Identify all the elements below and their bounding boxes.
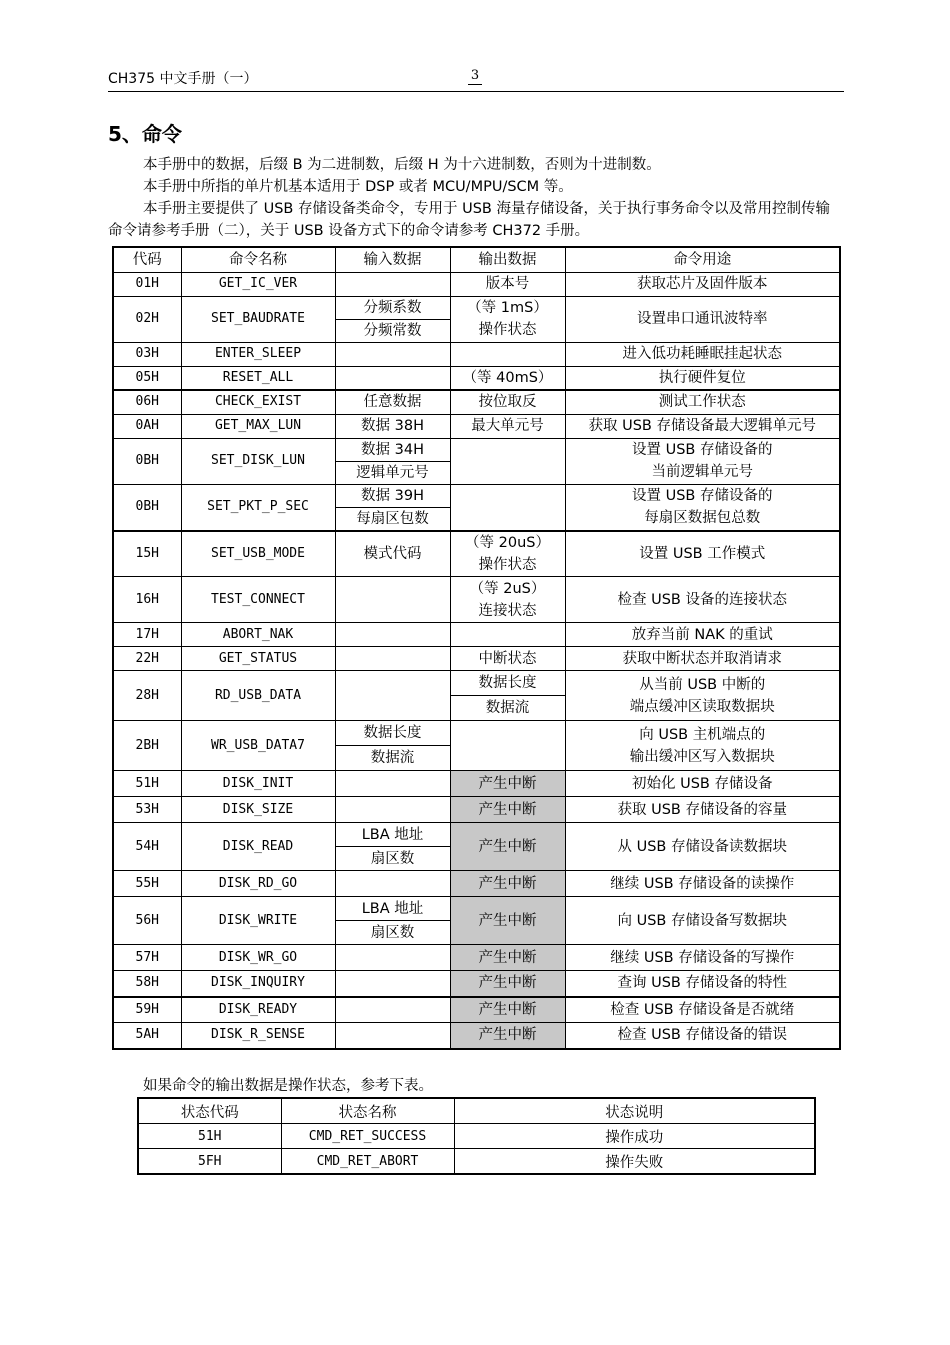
input-data bbox=[335, 997, 450, 1023]
input-data bbox=[335, 414, 450, 438]
command-code: 53H bbox=[113, 797, 181, 823]
command-name: ABORT_NAK bbox=[181, 623, 335, 647]
command-name: WR_USB_DATA7 bbox=[181, 721, 335, 771]
status-row bbox=[138, 1124, 815, 1149]
command-purpose bbox=[565, 414, 840, 438]
command-purpose-line: 当前逻辑单元号 bbox=[651, 464, 753, 480]
command-row bbox=[113, 823, 840, 871]
output-data-line: 产生中断 bbox=[478, 1027, 537, 1044]
command-row bbox=[113, 438, 840, 484]
command-purpose-line: 继续 USB 存储设备的读操作 bbox=[610, 875, 795, 892]
command-code: 54H bbox=[113, 823, 181, 871]
input-data bbox=[335, 771, 450, 797]
col-header-code: 代码 bbox=[113, 247, 181, 272]
command-code: 0AH bbox=[113, 414, 181, 438]
input-data bbox=[335, 823, 450, 871]
paragraph-mcu-note: 本手册中所指的单片机基本适用于 DSP 或者 MCU/MPU/SCM 等。 bbox=[143, 179, 573, 195]
command-code: 57H bbox=[113, 945, 181, 971]
command-name: DISK_SIZE bbox=[181, 797, 335, 823]
input-data bbox=[335, 296, 450, 342]
command-name: DISK_INQUIRY bbox=[181, 971, 335, 997]
output-data-line: 产生中断 bbox=[478, 975, 537, 992]
command-name: GET_IC_VER bbox=[181, 272, 335, 296]
command-purpose bbox=[565, 1023, 840, 1049]
output-data-line: 版本号 bbox=[485, 276, 530, 292]
command-purpose bbox=[565, 272, 840, 296]
command-row bbox=[113, 647, 840, 671]
command-purpose bbox=[565, 366, 840, 390]
command-row bbox=[113, 771, 840, 797]
command-code: 59H bbox=[113, 997, 181, 1023]
input-data bbox=[335, 647, 450, 671]
input-data bbox=[335, 721, 450, 771]
output-data-line: （等 2uS） bbox=[469, 580, 546, 597]
input-data-line: 逻辑单元号 bbox=[356, 464, 429, 481]
command-code: 0BH bbox=[113, 438, 181, 484]
output-data-line: 产生中断 bbox=[478, 875, 537, 892]
output-data bbox=[450, 623, 565, 647]
command-purpose-line: 获取芯片及固件版本 bbox=[637, 276, 768, 292]
command-purpose-line: 检查 USB 存储设备是否就绪 bbox=[610, 1001, 795, 1018]
output-data bbox=[450, 897, 565, 945]
command-name: DISK_READ bbox=[181, 823, 335, 871]
input-data bbox=[335, 945, 450, 971]
command-purpose-line: 输出缓冲区写入数据块 bbox=[629, 748, 775, 765]
output-data-line: 产生中断 bbox=[478, 775, 537, 792]
command-purpose-line: 初始化 USB 存储设备 bbox=[632, 775, 773, 792]
input-data bbox=[335, 897, 450, 945]
command-purpose bbox=[565, 997, 840, 1023]
input-data bbox=[335, 871, 450, 897]
input-data bbox=[335, 971, 450, 997]
output-data-line: （等 40mS） bbox=[462, 369, 553, 386]
command-purpose-line: 进入低功耗睡眠挂起状态 bbox=[622, 346, 782, 362]
command-row bbox=[113, 797, 840, 823]
command-code: 22H bbox=[113, 647, 181, 671]
output-data bbox=[450, 272, 565, 296]
command-row bbox=[113, 997, 840, 1023]
command-row bbox=[113, 945, 840, 971]
command-purpose-line: 检查 USB 设备的连接状态 bbox=[617, 591, 787, 608]
command-purpose bbox=[565, 823, 840, 871]
command-code: 02H bbox=[113, 296, 181, 342]
command-code: 58H bbox=[113, 971, 181, 997]
command-code: 01H bbox=[113, 272, 181, 296]
command-code: 2BH bbox=[113, 721, 181, 771]
command-purpose bbox=[565, 623, 840, 647]
output-data bbox=[450, 971, 565, 997]
command-purpose-line: 获取 USB 存储设备最大逻辑单元号 bbox=[588, 418, 816, 434]
command-row bbox=[113, 531, 840, 577]
command-purpose-line: 测试工作状态 bbox=[658, 394, 746, 411]
header-title: CH375 中文手册（一） bbox=[108, 71, 258, 87]
status-table-header bbox=[138, 1098, 815, 1124]
input-data bbox=[335, 390, 450, 414]
command-code: 0BH bbox=[113, 484, 181, 531]
output-data-line: 操作状态 bbox=[478, 556, 537, 573]
output-data-line: 产生中断 bbox=[478, 1001, 537, 1018]
command-purpose bbox=[565, 871, 840, 897]
status-col-desc: 状态说明 bbox=[454, 1098, 815, 1124]
command-name: DISK_RD_GO bbox=[181, 871, 335, 897]
output-data-line: 产生中断 bbox=[478, 801, 537, 818]
command-name: GET_STATUS bbox=[181, 647, 335, 671]
status-table bbox=[137, 1097, 816, 1175]
output-data-line: （等 1mS） bbox=[467, 300, 548, 316]
command-purpose bbox=[565, 721, 840, 771]
command-name: SET_PKT_P_SEC bbox=[181, 484, 335, 531]
input-data-line: 模式代码 bbox=[363, 545, 422, 562]
command-purpose bbox=[565, 296, 840, 342]
command-purpose bbox=[565, 971, 840, 997]
input-data-line: 扇区数 bbox=[370, 850, 415, 867]
command-purpose bbox=[565, 671, 840, 721]
input-data-line: 数据 38H bbox=[361, 418, 424, 434]
input-data-line: 任意数据 bbox=[363, 394, 422, 411]
status-row bbox=[138, 1149, 815, 1175]
command-purpose-line: 查询 USB 存储设备的特性 bbox=[617, 975, 787, 992]
output-data bbox=[450, 945, 565, 971]
command-purpose bbox=[565, 484, 840, 531]
command-purpose-line: 向 USB 主机端点的 bbox=[639, 726, 766, 743]
input-data-line: 数据 34H bbox=[336, 439, 450, 462]
input-data bbox=[335, 623, 450, 647]
command-row bbox=[113, 897, 840, 945]
status-note: 如果命令的输出数据是操作状态，参考下表。 bbox=[143, 1078, 433, 1094]
output-data-line: 产生中断 bbox=[478, 838, 537, 855]
output-data-line: 按位取反 bbox=[478, 394, 537, 411]
input-data bbox=[335, 438, 450, 484]
command-table-header bbox=[113, 247, 840, 272]
command-code: 28H bbox=[113, 671, 181, 721]
command-purpose bbox=[565, 797, 840, 823]
command-row bbox=[113, 871, 840, 897]
output-data-line: 产生中断 bbox=[478, 949, 537, 966]
command-row bbox=[113, 342, 840, 366]
output-data bbox=[450, 484, 565, 531]
output-data-line: 连接状态 bbox=[478, 602, 537, 619]
input-data-line: 分频常数 bbox=[363, 322, 422, 339]
command-name: SET_DISK_LUN bbox=[181, 438, 335, 484]
command-name: DISK_R_SENSE bbox=[181, 1023, 335, 1049]
command-purpose-line: 向 USB 存储设备写数据块 bbox=[617, 912, 787, 929]
status-desc: 操作失败 bbox=[454, 1149, 815, 1175]
input-data bbox=[335, 366, 450, 390]
command-name: CHECK_EXIST bbox=[181, 390, 335, 414]
command-purpose bbox=[565, 390, 840, 414]
input-data-line: 分频系数 bbox=[336, 297, 450, 320]
command-row bbox=[113, 366, 840, 390]
output-data bbox=[450, 342, 565, 366]
command-purpose-line: 每扇区数据包总数 bbox=[644, 510, 761, 526]
command-purpose-line: 从 USB 存储设备读数据块 bbox=[617, 838, 787, 855]
command-code: 16H bbox=[113, 577, 181, 623]
command-name: SET_USB_MODE bbox=[181, 531, 335, 577]
command-purpose-line: 设置 USB 存储设备的 bbox=[632, 442, 773, 458]
command-row bbox=[113, 272, 840, 296]
input-data-line: LBA 地址 bbox=[336, 823, 450, 847]
command-row bbox=[113, 577, 840, 623]
input-data-line: 扇区数 bbox=[370, 924, 415, 941]
command-row bbox=[113, 390, 840, 414]
input-data bbox=[335, 1023, 450, 1049]
command-purpose-line: 执行硬件复位 bbox=[658, 369, 746, 386]
output-data bbox=[450, 390, 565, 414]
output-data bbox=[450, 771, 565, 797]
command-purpose bbox=[565, 945, 840, 971]
command-purpose-line: 检查 USB 存储设备的错误 bbox=[617, 1027, 787, 1044]
output-data-line: （等 20uS） bbox=[465, 534, 550, 551]
command-row bbox=[113, 414, 840, 438]
command-row bbox=[113, 623, 840, 647]
output-data-line: 最大单元号 bbox=[471, 418, 544, 434]
output-data bbox=[450, 871, 565, 897]
output-data bbox=[450, 823, 565, 871]
command-name: DISK_READY bbox=[181, 997, 335, 1023]
output-data-line: 数据长度 bbox=[451, 671, 565, 696]
status-name: CMD_RET_ABORT bbox=[281, 1149, 454, 1175]
output-data bbox=[450, 671, 565, 721]
command-table bbox=[112, 246, 841, 1050]
command-code: 03H bbox=[113, 342, 181, 366]
command-purpose-line: 设置 USB 工作模式 bbox=[639, 545, 766, 562]
command-code: 05H bbox=[113, 366, 181, 390]
command-name: DISK_WR_GO bbox=[181, 945, 335, 971]
command-purpose bbox=[565, 577, 840, 623]
command-purpose bbox=[565, 897, 840, 945]
command-purpose bbox=[565, 438, 840, 484]
command-code: 5AH bbox=[113, 1023, 181, 1049]
page-number: 3 bbox=[468, 68, 482, 85]
command-row bbox=[113, 721, 840, 771]
output-data bbox=[450, 438, 565, 484]
input-data bbox=[335, 797, 450, 823]
command-name: ENTER_SLEEP bbox=[181, 342, 335, 366]
input-data bbox=[335, 577, 450, 623]
output-data bbox=[450, 414, 565, 438]
command-code: 56H bbox=[113, 897, 181, 945]
input-data bbox=[335, 272, 450, 296]
input-data-line: 每扇区包数 bbox=[356, 510, 429, 527]
command-name: RD_USB_DATA bbox=[181, 671, 335, 721]
output-data bbox=[450, 797, 565, 823]
status-desc: 操作成功 bbox=[454, 1124, 815, 1149]
command-code: 06H bbox=[113, 390, 181, 414]
output-data-line: 操作状态 bbox=[478, 322, 537, 338]
command-row bbox=[113, 296, 840, 342]
command-purpose-line: 设置 USB 存储设备的 bbox=[632, 488, 773, 504]
paragraph-manual-scope: 本手册主要提供了 USB 存储设备类命令，专用于 USB 海量存储设备，关于执行事务命令以及常用控制传输命令请参考手册（二），关于 USB 设备方式下的命令请参考 CH372 手册。 bbox=[108, 201, 830, 239]
command-purpose-line: 从当前 USB 中断的 bbox=[639, 676, 766, 693]
command-purpose-line: 获取 USB 存储设备的容量 bbox=[617, 801, 787, 818]
command-code: 55H bbox=[113, 871, 181, 897]
status-name: CMD_RET_SUCCESS bbox=[281, 1124, 454, 1149]
command-purpose-line: 设置串口通讯波特率 bbox=[637, 311, 768, 327]
output-data bbox=[450, 721, 565, 771]
output-data bbox=[450, 647, 565, 671]
status-col-name: 状态名称 bbox=[281, 1098, 454, 1124]
input-data bbox=[335, 531, 450, 577]
input-data-line: LBA 地址 bbox=[336, 897, 450, 921]
command-code: 51H bbox=[113, 771, 181, 797]
output-data bbox=[450, 577, 565, 623]
output-data-line: 数据流 bbox=[485, 700, 530, 716]
input-data-line: 数据长度 bbox=[336, 721, 450, 746]
command-row bbox=[113, 671, 840, 721]
command-row bbox=[113, 971, 840, 997]
output-data bbox=[450, 366, 565, 390]
output-data bbox=[450, 997, 565, 1023]
command-name: SET_BAUDRATE bbox=[181, 296, 335, 342]
status-code: 5FH bbox=[138, 1149, 281, 1175]
output-data-line: 产生中断 bbox=[478, 912, 537, 929]
output-data bbox=[450, 531, 565, 577]
command-purpose-line: 继续 USB 存储设备的写操作 bbox=[610, 949, 795, 966]
command-purpose bbox=[565, 771, 840, 797]
command-code: 15H bbox=[113, 531, 181, 577]
command-purpose-line: 获取中断状态并取消请求 bbox=[622, 650, 782, 667]
command-name: GET_MAX_LUN bbox=[181, 414, 335, 438]
status-col-code: 状态代码 bbox=[138, 1098, 281, 1124]
command-purpose bbox=[565, 647, 840, 671]
output-data-line: 中断状态 bbox=[478, 650, 537, 667]
command-purpose bbox=[565, 342, 840, 366]
command-row bbox=[113, 1023, 840, 1049]
input-data-line: 数据 39H bbox=[336, 485, 450, 508]
command-name: TEST_CONNECT bbox=[181, 577, 335, 623]
command-name: DISK_WRITE bbox=[181, 897, 335, 945]
command-code: 17H bbox=[113, 623, 181, 647]
paragraph-number-suffix: 本手册中的数据，后缀 B 为二进制数，后缀 H 为十六进制数，否则为十进制数。 bbox=[143, 157, 661, 173]
command-name: RESET_ALL bbox=[181, 366, 335, 390]
col-header-input: 输入数据 bbox=[335, 247, 450, 272]
input-data bbox=[335, 342, 450, 366]
command-name: DISK_INIT bbox=[181, 771, 335, 797]
output-data bbox=[450, 296, 565, 342]
col-header-output: 输出数据 bbox=[450, 247, 565, 272]
input-data bbox=[335, 671, 450, 721]
input-data-line: 数据流 bbox=[370, 750, 415, 766]
command-purpose-line: 端点缓冲区读取数据块 bbox=[629, 698, 775, 715]
section-title: 5、命令 bbox=[108, 122, 182, 146]
output-data bbox=[450, 1023, 565, 1049]
input-data bbox=[335, 484, 450, 531]
col-header-purpose: 命令用途 bbox=[565, 247, 840, 272]
command-row bbox=[113, 484, 840, 531]
command-purpose bbox=[565, 531, 840, 577]
command-purpose-line: 放弃当前 NAK 的重试 bbox=[631, 626, 773, 643]
col-header-name: 命令名称 bbox=[181, 247, 335, 272]
header-divider bbox=[108, 91, 844, 92]
status-code: 51H bbox=[138, 1124, 281, 1149]
